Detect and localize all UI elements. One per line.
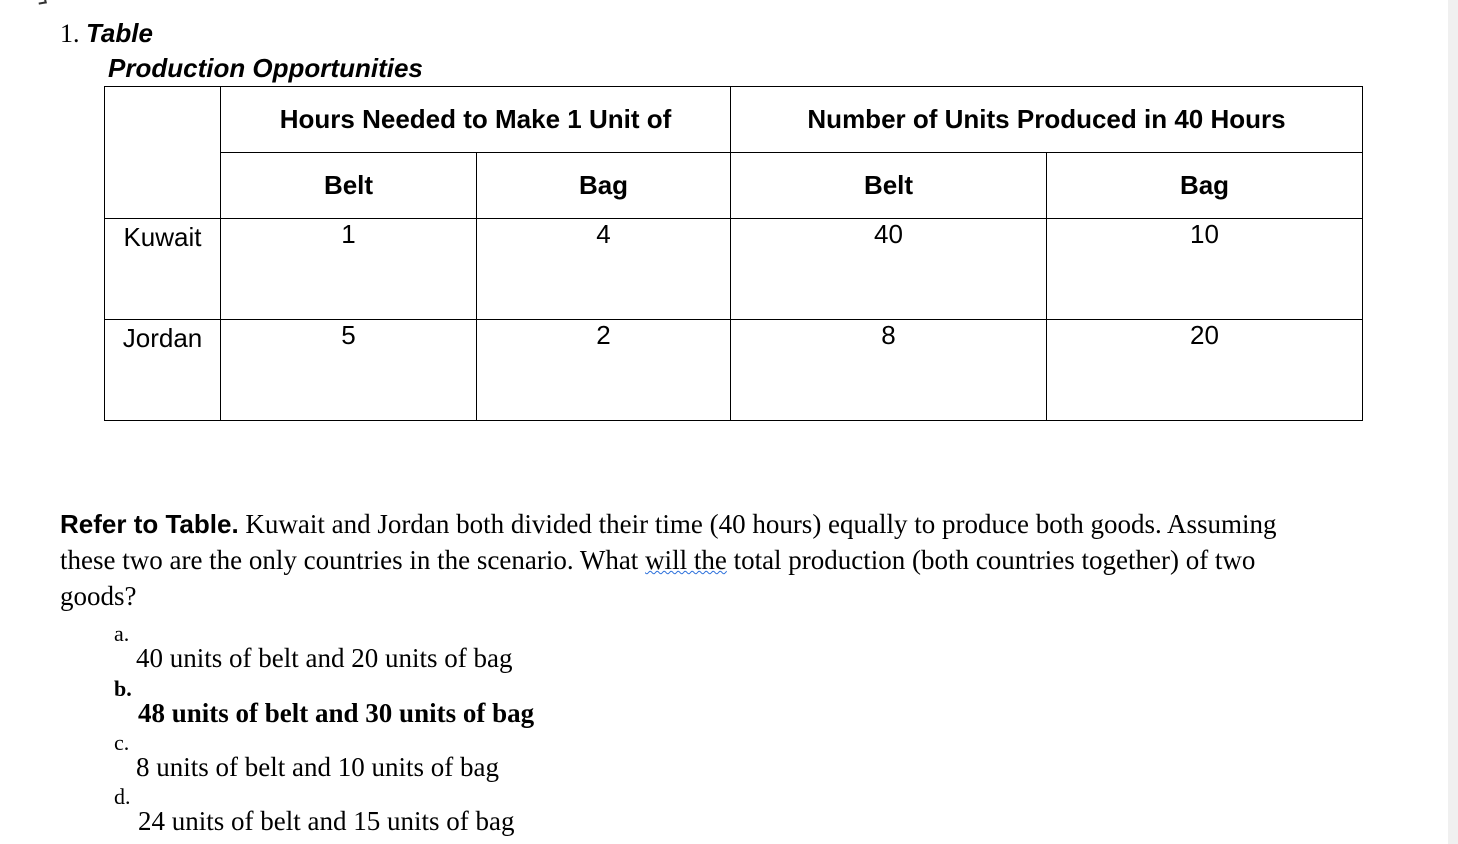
option-letter: d.: [114, 784, 131, 809]
option-text: 8 units of belt and 10 units of bag: [136, 752, 499, 782]
col-header-units-bag: Bag: [1047, 153, 1363, 219]
scrollbar[interactable]: [1448, 0, 1458, 844]
refer-label: Refer to Table.: [60, 509, 239, 539]
production-table: [104, 86, 1363, 421]
cell: 5: [221, 320, 477, 421]
cell: 10: [1047, 219, 1363, 320]
question-body-2: total production (both countries together) of two goods?: [60, 545, 1256, 611]
option-text: 48 units of belt and 30 units of bag: [138, 698, 535, 728]
cell: 2: [477, 320, 731, 421]
col-header-hours-bag: Bag: [477, 153, 731, 219]
corner-mark: [37, 0, 47, 5]
question-body-1: Kuwait and Jordan both divided their time (40 hours) equally to produce both goods. Assuming these two are the only countries in the scenario. What: [60, 509, 1277, 575]
question-number: 1.: [60, 19, 80, 48]
group-header-hours: Hours Needed to Make 1 Unit of: [221, 87, 731, 153]
cell: 40: [731, 219, 1047, 320]
question-heading: [60, 18, 153, 49]
cell: 8: [731, 320, 1047, 421]
col-header-units-belt: Belt: [731, 153, 1047, 219]
cell: 1: [221, 219, 477, 320]
spellcheck-underline: will the: [645, 545, 727, 575]
table-row: [105, 219, 1363, 320]
option-text: 24 units of belt and 15 units of bag: [138, 806, 515, 836]
cell: 4: [477, 219, 731, 320]
country-name: Kuwait: [123, 222, 202, 252]
table-row: [105, 320, 1363, 421]
option-text: 40 units of belt and 20 units of bag: [136, 643, 513, 673]
cell: 20: [1047, 320, 1363, 421]
question-label: Table: [86, 18, 153, 48]
question-text: [60, 506, 1290, 614]
row-label-jordan: [105, 320, 221, 421]
country-name: Jordan: [122, 323, 203, 353]
row-label-kuwait: [105, 219, 221, 320]
corner-cell: [105, 87, 221, 219]
option-letter: a.: [114, 621, 130, 646]
option-letter: c.: [114, 730, 130, 755]
group-header-units: Number of Units Produced in 40 Hours: [731, 87, 1363, 153]
option-letter: b.: [114, 676, 132, 701]
col-header-hours-belt: Belt: [221, 153, 477, 219]
table-title: Production Opportunities: [108, 53, 423, 83]
